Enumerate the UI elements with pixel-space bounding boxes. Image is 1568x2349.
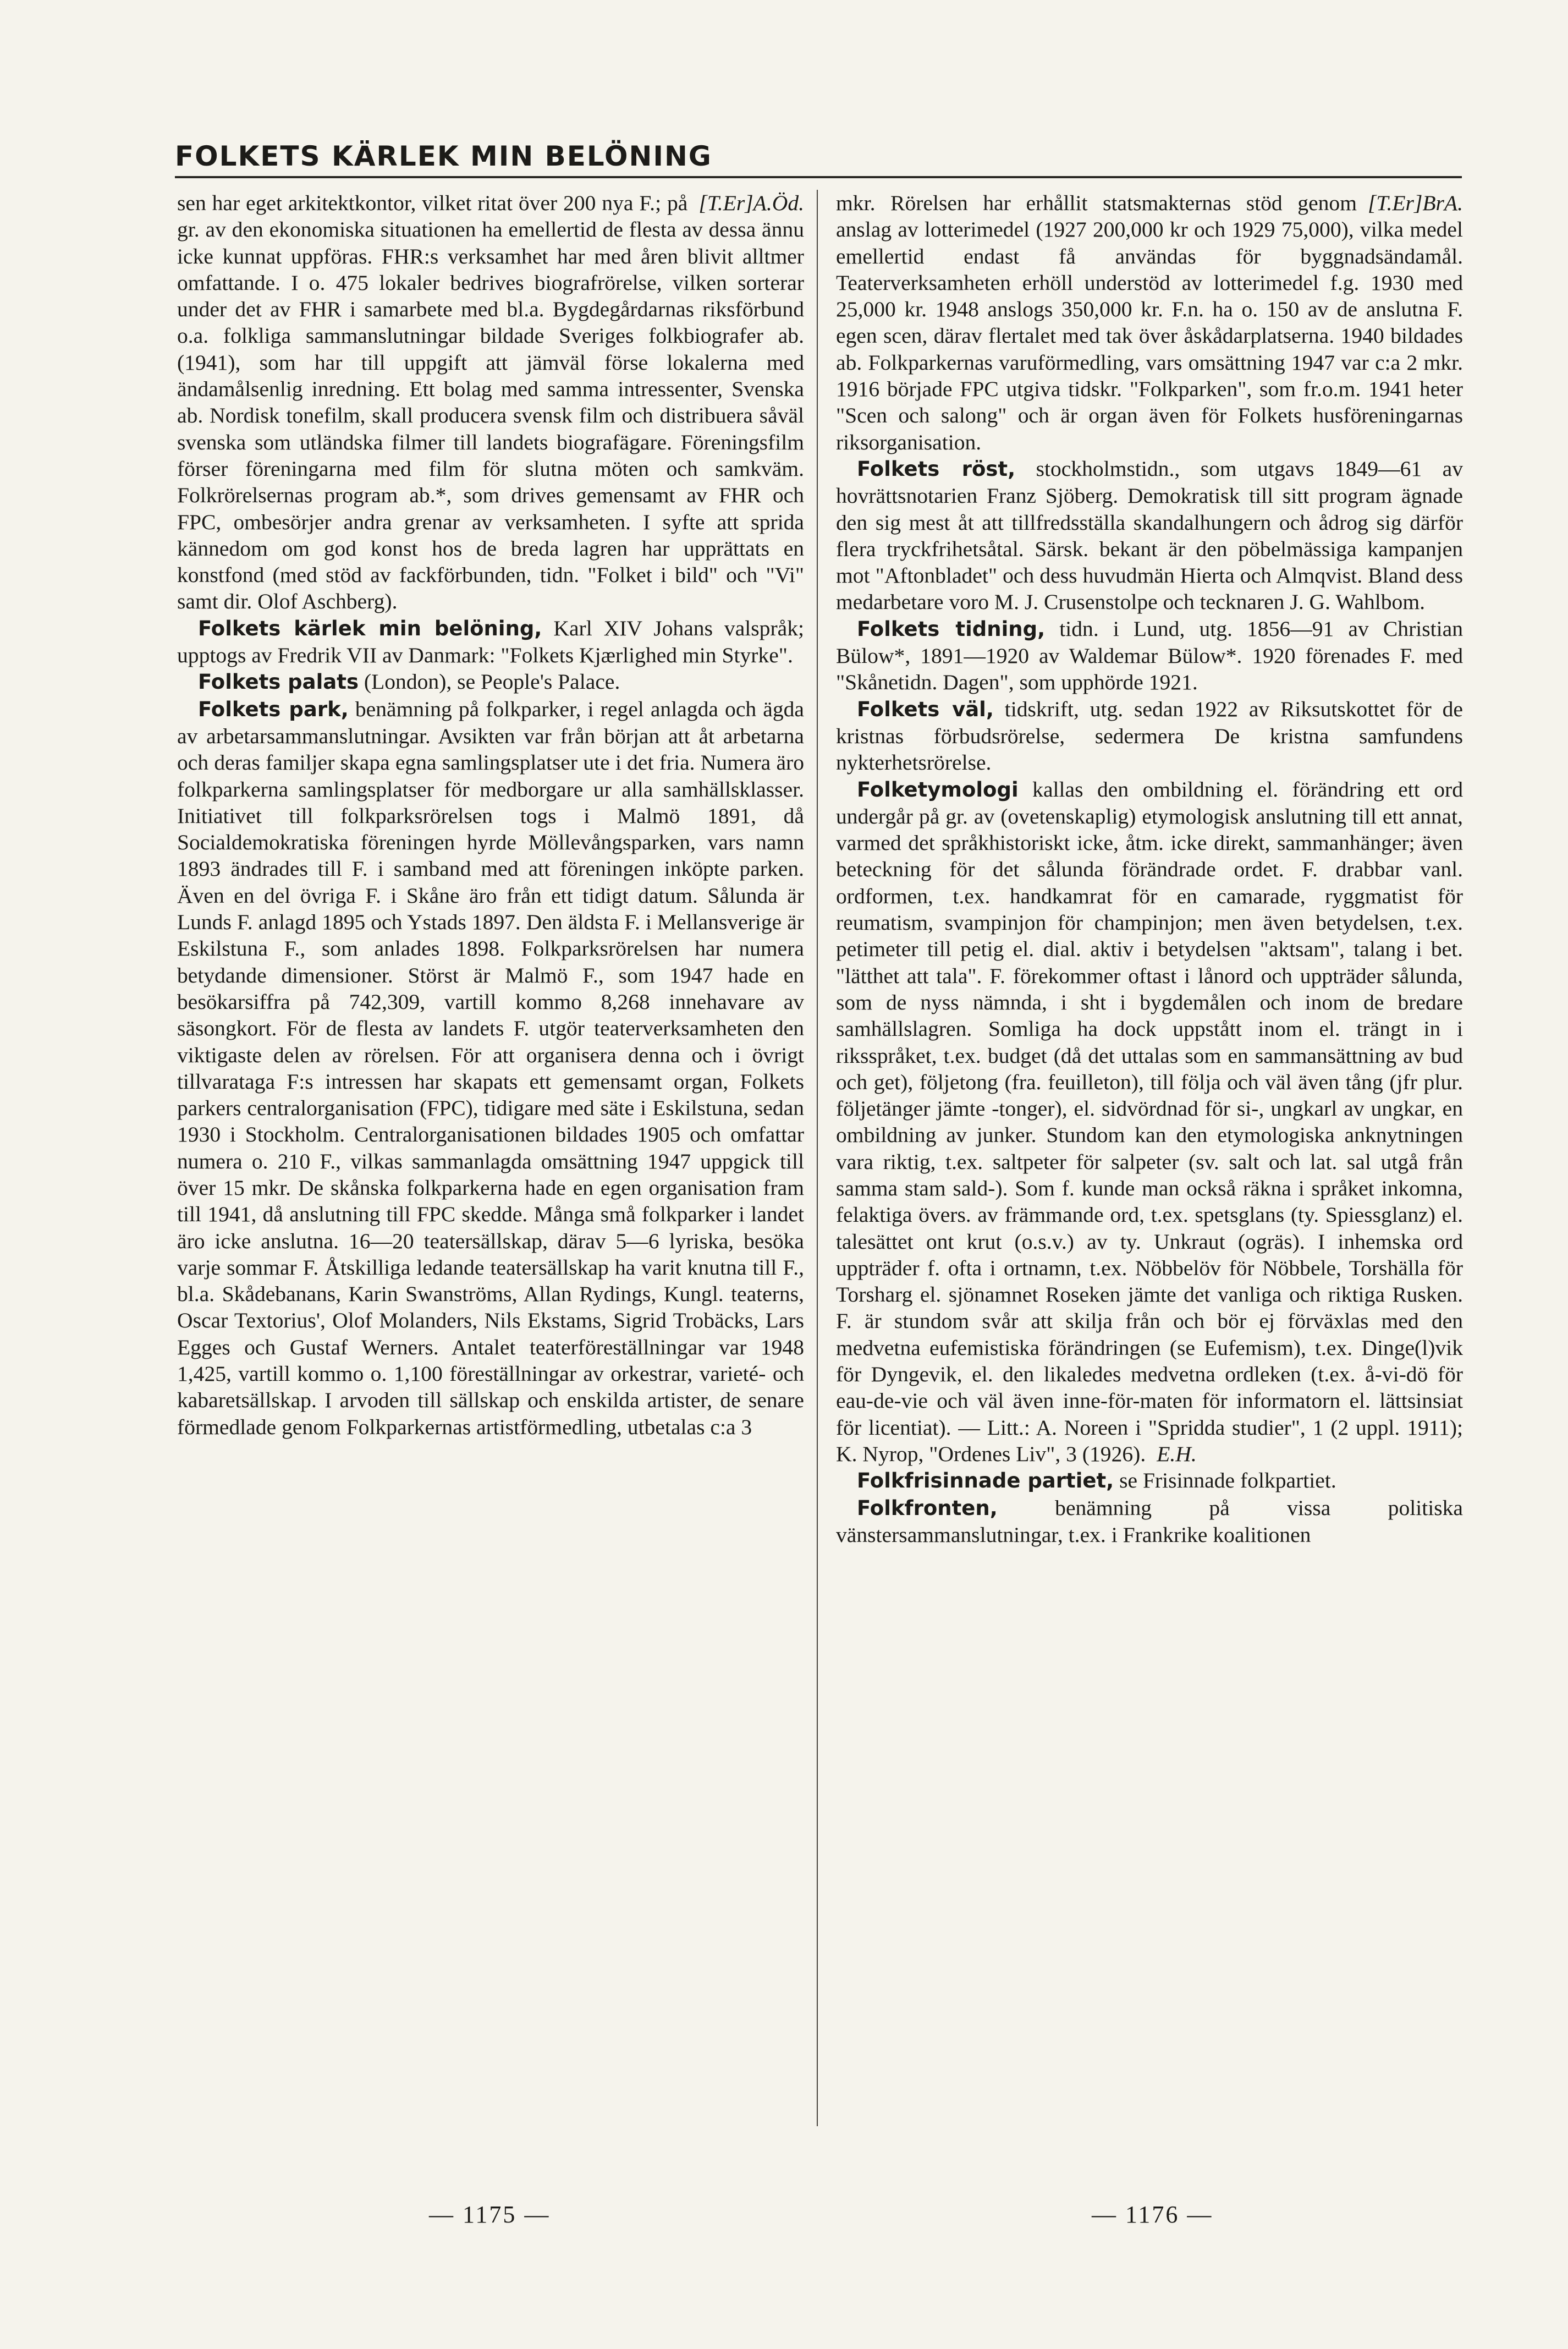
- entry-headword: Folketymologi: [857, 777, 1019, 802]
- column-divider: [817, 190, 818, 2126]
- entry-text: Karl XIV Johans valspråk; upptogs av Fredrik VII av Danmark: "Folkets Kjærlighed min Styrke".: [177, 616, 804, 668]
- entry-headword: Folkfrisinnade partiet,: [857, 1469, 1114, 1493]
- entry-text: kallas den ombildning el. förändring ett ord undergår på gr. av (ovetenskaplig) etymologisk anslutning till ett annat, varmed det språkhistoriskt icke, åtm. icke direkt, sammanhänger; även beteckning för det sålunda förändrade ordet. F. drabbar vanl. ordformen, t.ex. handkamrat för en camarade, ryggmatist för reumatism, svampinjon för champinjon; men även betydelsen, t.ex. petimeter till petig el. dial. aktiv i betydelsen "aktsam", talang i bet. "lätthet att tala". F. förekommer oftast i lånord och uppträder sålunda, som de nyss nämnda, i sht i bygdemålen och inom de bredare samhällslagren. Somliga ha dock uppstått inom el. trängt in i riksspråket, t.ex. budget (då det uttalas som en sammansättning av bud och get), följetong (fra. feuilleton), till följa och väl även tång (jfr plur. följetänger jämte -tonger), el. sidvördnad för si-, ungkarl av ungkar, en ombildning av junker. Stundom kan den etymologiska anknytningen vara riktig, t.ex. saltpeter för salpeter (sv. salt och lat. sal utgå från samma stam sald-). Som f. kunde man också räkna i språket inkomna, felaktiga övers. av främmande ord, t.ex. spetsglans (ty. Spiessglanz) el. talesättet ont krut (o.s.v.) av ty. Unkraut (ogräs). I inhemska ord uppträder f. ofta i ortnamn, t.ex. Nöbbelöv för Nöbbele, Torshälla för Torsharg el. sjönamnet Roseken jämte det vanliga och riktiga Rusken. F. är stundom svår att skilja från och bör ej förväxlas med den medvetna eufemistiska förändringen (se Eufemism), t.ex. Dinge(l)vik för Dyngevik, el. den likaledes medvetna ordleken (t.ex. å-vi-dö för eau-de-vie och väl även inne-för-maten för informatorn el. lättsinsiat för licentiat). — Litt.: A. Noreen i "Spridda studier", 1 (2 uppl. 1911); K. Nyrop, "Ordenes Liv", 3 (1926).: [836, 777, 1463, 1466]
- entry-headword: Folkets tidning,: [857, 617, 1046, 641]
- entry-text: se Frisinnade folkpartiet.: [1114, 1468, 1336, 1493]
- header-rule: [175, 176, 1462, 178]
- entry: [177, 615, 804, 669]
- entry: [836, 776, 1463, 1468]
- entry-text: tidn. i Lund, utg. 1856—91 av Christian Bülow*, 1891—1920 av Waldemar Bülow*. 1920 förenades F. med "Skånetidn. Dagen", som upphörde 1921.: [836, 616, 1463, 695]
- entry-text: stockholmstidn., som utgavs 1849—61 av hovrättsnotarien Franz Sjöberg. Demokratisk till sitt program ägnade den sig mest åt att tillfredsställa skandalhungern och ådrog sig därför flera tryckfrihetsåtal. Särsk. bekant är den pöbelmässiga kampanjen mot "Aftonbladet" och dess huvudmän Hierta och Almqvist. Bland dess medarbetare voro M. J. Crusenstolpe och tecknaren J. G. Wahlbom.: [836, 456, 1463, 614]
- entry: [836, 696, 1463, 776]
- entry-headword: Folkets väl,: [857, 697, 994, 721]
- entry-text: tidskrift, utg. sedan 1922 av Riksutskottet för de kristnas förbudsrörelse, sedermera De kristna samfundens nykterhetsrörelse.: [836, 696, 1463, 775]
- entry-continuation: [836, 190, 1463, 455]
- right-column: [836, 190, 1463, 2137]
- author-signature: [T.Er]A.Öd.: [698, 191, 804, 215]
- entry-headword: Folkets röst,: [857, 457, 1016, 481]
- entry: [177, 696, 804, 1440]
- entry-headword: Folkets park,: [198, 697, 349, 721]
- entry-text: (London), se People's Palace.: [359, 669, 620, 694]
- author-signature: E.H.: [1157, 1441, 1197, 1466]
- running-head: FOLKETS KÄRLEK MIN BELÖNING: [175, 140, 712, 172]
- page-number-left: — 1175 —: [429, 2201, 551, 2228]
- page-number-right: — 1176 —: [1092, 2201, 1213, 2228]
- entry-text: benämning på folkparker, i regel anlagda och ägda av arbetarsammanslutningar. Avsikten var från början att åt arbetarna och deras familjer skapa egna samlingsplatser ute i det fria. Numera äro folkparkerna samlingsplatser för medborgare ur alla samhällsklasser. Initiativet till folkparksrörelsen togs i Malmö 1891, då Socialdemokratiska föreningen hyrde Möllevångsparken, vars namn 1893 ändrades till F. i samband med att föreningen inköpte parken. Även en del övriga F. i Skåne äro från ett tidigt datum. Sålunda är Lunds F. anlagd 1895 och Ystads 1897. Den äldsta F. i Mellansverige är Eskilstuna F., som anlades 1898. Folkparksrörelsen har numera betydande dimensioner. Störst är Malmö F., som 1947 hade en besökarsiffra på 742,309, vartill kommo 8,268 innehavare av säsongkort. För de flesta av landets F. utgör teaterverksamheten den viktigaste delen av rörelsen. För att organisera denna och i övrigt tillvaratagа F:s intressen har skapats ett gemensamt organ, Folkets parkers centralorganisation (FPC), tidigare med säte i Eskilstuna, sedan 1930 i Stockholm. Centralorganisationen bildades 1905 och omfattar numera o. 210 F., vilkas sammanlagda omsättning 1947 uppgick till över 15 mkr. De skånska folkparkerna hade en egen organisation fram till 1941, då anslutning till FPC skedde. Många små folkparker i landet äro icke anslutna. 16—20 teatersällskap, därav 5—6 lyriska, besöka varje sommar F. Åtskilliga ledande teatersällskap ha varit knutna till F., bl.a. Skådebanans, Karin Swanströms, Allan Rydings, Kungl. teaterns, Oscar Textorius', Olof Molanders, Nils Ekstams, Sigrid Trobäcks, Lars Egges och Gustaf Werners. Antalet teaterföreställningar var 1948 1,425, vartill kommo o. 1,100 föreställningar av orkestrar, varieté- och kabaretsällskap. I arvoden till sällskap och enskilda artister, de senare förmedlade genom Folkparkernas artistförmedling, utbetalas c:a 3: [177, 696, 804, 1439]
- author-signature: [T.Er]BrA.: [1368, 191, 1463, 215]
- entry-text: sen har eget arkitektkontor, vilket ritat över 200 nya F.; på gr. av den ekonomiska situationen ha emellertid de flesta av dessa ännu icke kunnat uppföras. FHR:s verksamhet har med åren blivit alltmer omfattande. I o. 475 lokaler bedrives biografrörelse, vilken sorterar under det av FHR i samarbete med bl.a. Bygdegårdarnas riksförbund o.a. folkliga sammanslutningar bildade Sveriges folkbiografer ab. (1941), som har till uppgift att jämväl förse lokalerna med ändamålsenlig inredning. Ett bolag med samma intressenter, Svenska ab. Nordisk tonefilm, skall producera svensk film och distribuera såväl svenska som utländska filmer till landets biografägare. Föreningsfilm förser föreningarna med film för slutna möten och samkväm. Folkrörelsernas program ab.*, som drives gemensamt av FHR och FPC, ombesörjer andra grenar av verksamheten. I syfte att sprida kännedom om god konst hos de breda lagren har upprättats en konstfond (med stöd av fackförbunden, tidn. "Folket i bild" och "Vi" samt dir. Olof Aschberg).: [177, 191, 804, 614]
- left-column: [177, 190, 804, 2137]
- entry: [836, 616, 1463, 696]
- entry-text: benämning på vissa politiska vänstersammanslutningar, t.ex. i Frankrike koalitionen: [836, 1495, 1463, 1547]
- entry: [836, 455, 1463, 616]
- entry-headword: Folkets palats: [198, 670, 359, 694]
- entry: [836, 1467, 1463, 1494]
- entry: [177, 668, 804, 695]
- entry-continuation: [177, 190, 804, 615]
- entry-headword: Folkfronten,: [857, 1496, 998, 1520]
- entry: [836, 1495, 1463, 1549]
- entry-text: mkr. Rörelsen har erhållit statsmakternas stöd genom anslag av lotterimedel (1927 200,000 kr och 1929 75,000), vilka medel emellertid endast få användas för byggnadsändamål. Teaterverksamheten erhöll understöd av lotterimedel f.g. 1930 med 25,000 kr. 1948 anslogs 350,000 kr. F.n. ha o. 150 av de anslutna F. egen scen, därav flertalet med tak över åskådarplatserna. 1940 bildades ab. Folkparkernas varuförmedling, vars omsättning 1947 var c:a 2 mkr. 1916 började FPC utgiva tidskr. "Folkparken", som fr.o.m. 1941 heter "Scen och salong" och är organ även för Folkets husföreningarnas riksorganisation.: [836, 191, 1463, 454]
- entry-headword: Folkets kärlek min belöning,: [198, 616, 542, 640]
